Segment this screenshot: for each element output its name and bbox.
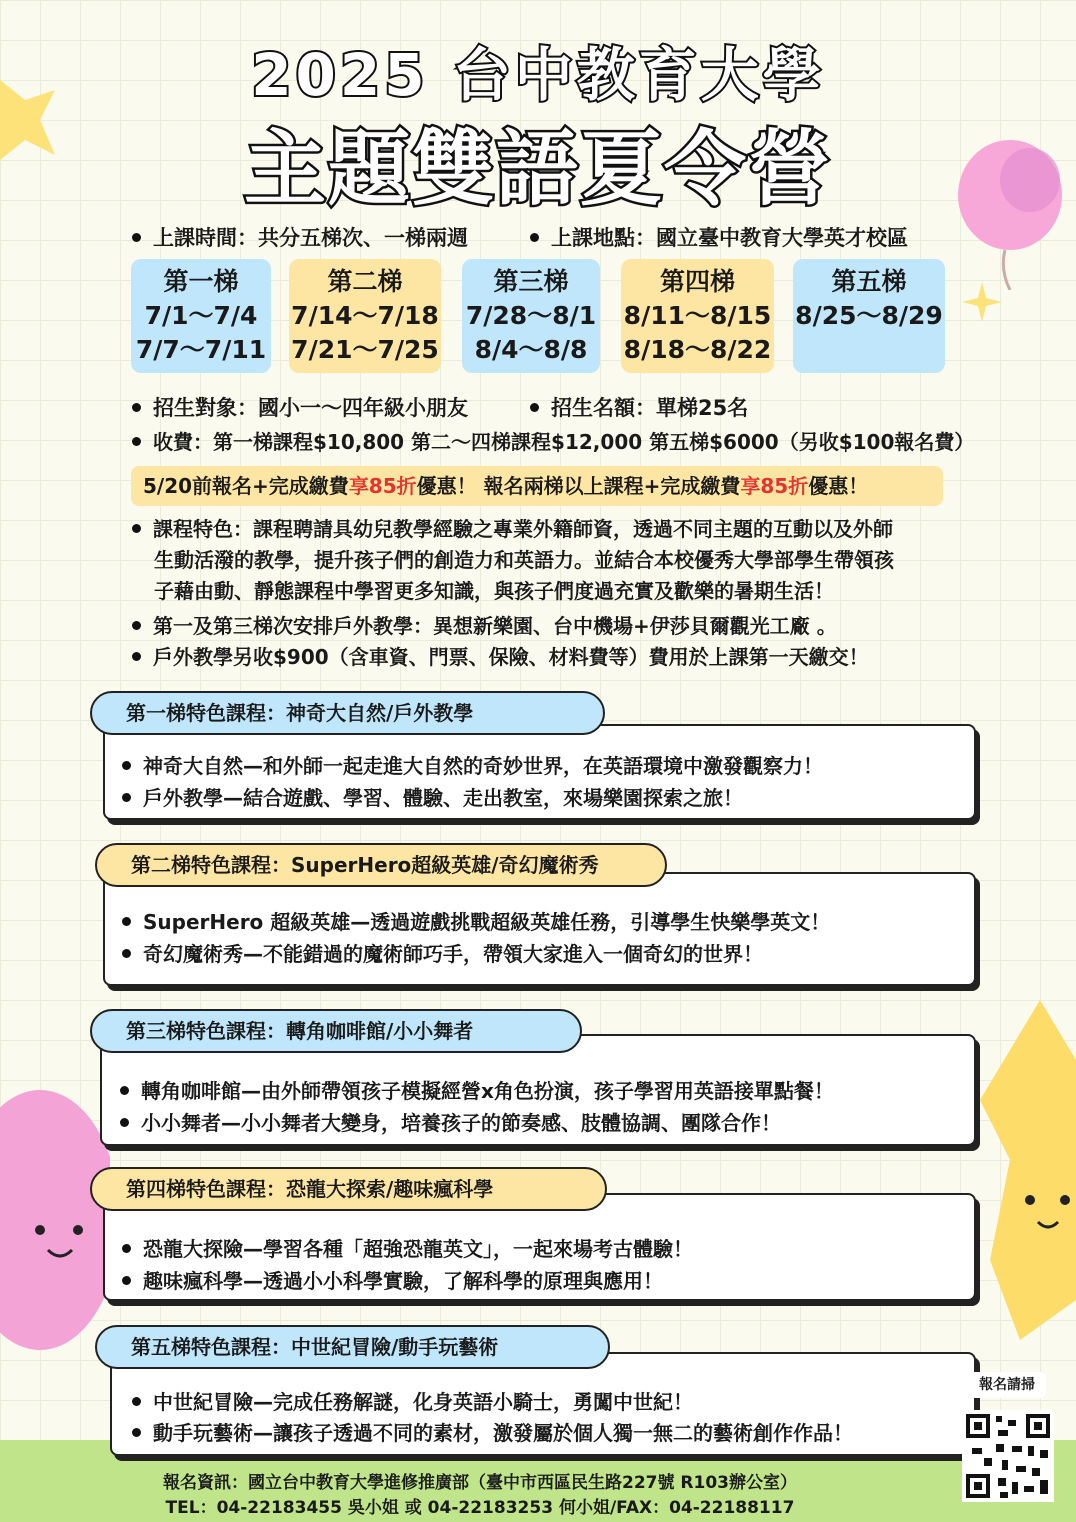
bullet-icon bbox=[132, 233, 141, 242]
qr-label: 報名請掃 bbox=[968, 1372, 1046, 1398]
course-3-item-2: 小小舞者—小小舞者大變身，培養孩子的節奏感、肢體協調、團隊合作！ bbox=[120, 1107, 781, 1136]
term-name: 第四梯 bbox=[659, 267, 735, 296]
term-card-1 bbox=[131, 259, 271, 373]
promo-banner bbox=[131, 466, 943, 506]
term-card-2 bbox=[289, 259, 441, 373]
fee-info bbox=[132, 426, 974, 455]
bullet-icon bbox=[132, 621, 141, 630]
term-date: 8/18～8/22 bbox=[623, 335, 772, 364]
target-info bbox=[132, 392, 468, 422]
footer-contact-info: TEL：04-22183455 吳小姐 或 04-22183253 何小姐/FAX：04-22188117 bbox=[165, 1498, 795, 1518]
bullet-icon bbox=[122, 917, 131, 926]
features-line-1: 課程特色：課程聘請具幼兒教學經驗之專業外籍師資，透過不同主題的互動以及外師 bbox=[153, 517, 893, 541]
term-date: 7/7～7/11 bbox=[135, 335, 267, 364]
term-card-5 bbox=[793, 259, 945, 373]
bullet-icon bbox=[132, 652, 141, 661]
bullet-icon bbox=[122, 1244, 131, 1253]
course-tab-1: 第一梯特色課程：神奇大自然/戶外教學 bbox=[90, 691, 605, 735]
pink-apple-decoration bbox=[0, 1060, 110, 1390]
course-2-item-1: SuperHero 超級英雄—透過遊戲挑戰超級英雄任務，引導學生快樂學英文！ bbox=[122, 906, 830, 935]
bullet-icon bbox=[120, 1118, 129, 1127]
footer-registration-info: 報名資訊：國立台中教育大學進修推廣部（臺中市西區民生路227號 R103辦公室） bbox=[163, 1473, 797, 1493]
course-5-item-1: 中世紀冒險—完成任務解謎，化身英語小騎士，勇闖中世紀！ bbox=[132, 1386, 693, 1415]
fee-text: 收費：第一梯課程$10,800 第二～四梯課程$12,000 第五梯$6000（另收$100報名費） bbox=[153, 430, 975, 454]
course-3-item-1: 轉角咖啡館—由外師帶領孩子模擬經營x角色扮演，孩子學習用英語接單點餐！ bbox=[120, 1075, 834, 1104]
bullet-icon bbox=[530, 403, 539, 412]
course-1-item-1: 神奇大自然—和外師一起走進大自然的奇妙世界，在英語環境中激發觀察力！ bbox=[122, 750, 823, 779]
promo-text-1: 5/20前報名+完成繳費 bbox=[143, 474, 349, 498]
course-tab-3: 第三梯特色課程：轉角咖啡館/小小舞者 bbox=[90, 1009, 582, 1053]
page-title-line1: 2025 台中教育大學 bbox=[251, 41, 825, 109]
term-date: 7/1～7/4 bbox=[144, 301, 258, 330]
bullet-icon bbox=[132, 524, 141, 533]
features-line-3: 子藉由動、靜態課程中學習更多知識，與孩子們度過充實及歡樂的暑期生活！ bbox=[154, 579, 834, 603]
term-date: 7/14～7/18 bbox=[291, 301, 439, 330]
bullet-icon bbox=[122, 1276, 131, 1285]
schedule-info bbox=[132, 222, 468, 252]
term-card-4 bbox=[621, 259, 774, 373]
course-tab-4: 第四梯特色課程：恐龍大探索/趣味瘋科學 bbox=[90, 1167, 607, 1211]
promo-text-3: 優惠！ bbox=[808, 474, 869, 498]
term-date: 8/25～8/29 bbox=[795, 301, 943, 330]
qr-code-icon[interactable] bbox=[962, 1410, 1054, 1502]
course-4-item-2: 趣味瘋科學—透過小小科學實驗，了解科學的原理與應用！ bbox=[122, 1265, 663, 1294]
bullet-icon bbox=[132, 1397, 141, 1406]
sparkle-decoration bbox=[962, 282, 1002, 322]
location-info bbox=[530, 222, 908, 252]
promo-discount-2: 享85折 bbox=[740, 474, 809, 498]
course-features bbox=[132, 514, 1032, 673]
promo-text-2: 優惠！ 報名兩梯以上課程+完成繳費 bbox=[416, 474, 741, 498]
location-text: 上課地點：國立臺中教育大學英才校區 bbox=[551, 226, 908, 250]
outdoor-line-1: 第一及第三梯次安排戶外教學：異想新樂園、台中機場+伊莎貝爾觀光工廠 。 bbox=[153, 614, 837, 638]
bullet-icon bbox=[122, 761, 131, 770]
bullet-icon bbox=[132, 1428, 141, 1437]
term-name: 第二梯 bbox=[327, 267, 403, 296]
term-date: 7/21～7/25 bbox=[291, 335, 439, 364]
bullet-icon bbox=[120, 1086, 129, 1095]
bullet-icon bbox=[122, 949, 131, 958]
bullet-icon bbox=[530, 233, 539, 242]
course-1-item-2: 戶外教學—結合遊戲、學習、體驗、走出教室，來場樂園探索之旅！ bbox=[122, 782, 743, 811]
course-tab-5: 第五梯特色課程：中世紀冒險/動手玩藝術 bbox=[95, 1325, 610, 1369]
target-text: 招生對象：國小一～四年級小朋友 bbox=[153, 396, 468, 420]
term-date: 7/28～8/1 bbox=[465, 301, 597, 330]
course-2-item-2: 奇幻魔術秀—不能錯過的魔術師巧手，帶領大家進入一個奇幻的世界！ bbox=[122, 938, 763, 967]
promo-discount-1: 享85折 bbox=[348, 474, 417, 498]
bullet-icon bbox=[122, 793, 131, 802]
features-line-2: 生動活潑的教學，提升孩子們的創造力和英語力。並結合本校優秀大學部學生帶領孩 bbox=[154, 548, 894, 572]
term-name: 第五梯 bbox=[831, 267, 907, 296]
page-title-line2: 主題雙語夏令營 bbox=[243, 122, 832, 217]
term-name: 第一梯 bbox=[163, 267, 239, 296]
course-4-item-1: 恐龍大探險—學習各種「超強恐龍英文」，一起來場考古體驗！ bbox=[122, 1233, 693, 1262]
quota-info bbox=[530, 392, 748, 422]
course-tab-2: 第二梯特色課程：SuperHero超級英雄/奇幻魔術秀 bbox=[95, 843, 667, 887]
yellow-star-decoration bbox=[980, 1000, 1076, 1370]
schedule-text: 上課時間：共分五梯次、一梯兩週 bbox=[153, 226, 468, 250]
term-date: 8/11～8/15 bbox=[623, 301, 772, 330]
bullet-icon bbox=[132, 437, 141, 446]
term-card-3 bbox=[462, 259, 600, 373]
course-5-item-2: 動手玩藝術—讓孩子透過不同的素材，激發屬於個人獨一無二的藝術創作作品！ bbox=[132, 1417, 853, 1446]
bullet-icon bbox=[132, 403, 141, 412]
quota-text: 招生名額：單梯25名 bbox=[551, 396, 749, 420]
term-name: 第三梯 bbox=[493, 267, 569, 296]
term-date: 8/4～8/8 bbox=[474, 335, 588, 364]
outdoor-line-2: 戶外教學另收$900（含車資、門票、保險、材料費等）費用於上課第一天繳交！ bbox=[153, 645, 869, 669]
